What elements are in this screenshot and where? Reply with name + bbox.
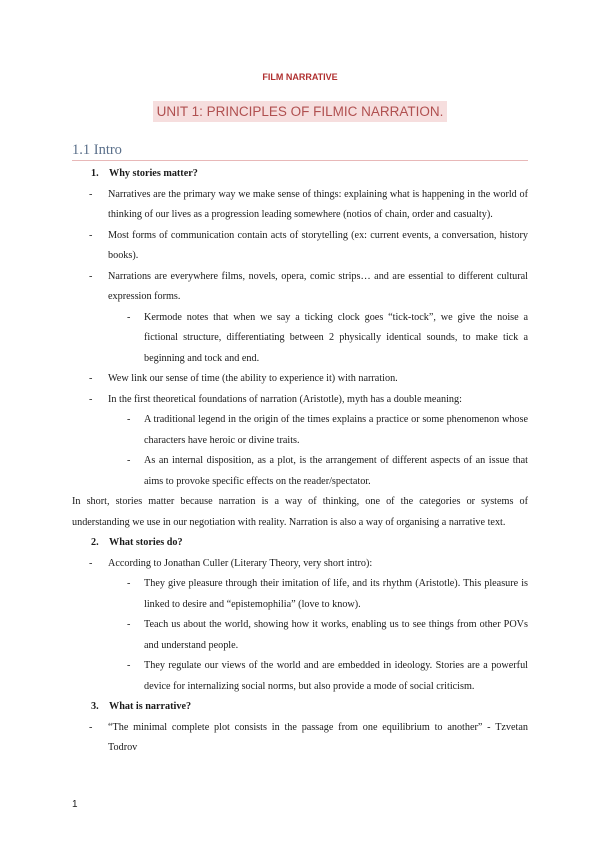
list-item [72,369,528,390]
list-item [72,554,528,575]
numbered-heading [72,164,528,185]
list-item-text: A traditional legend in the origin of the times explains a practice or some phenomenon whose characters have heroic or divine traits. [144,414,528,446]
list-item [72,185,528,226]
list-item [72,718,528,759]
sub-list-item [72,308,528,370]
list-item-text: In the first theoretical foundations of narration (Aristotle), myth has a double meaning: [108,393,462,405]
heading-number: 1. [91,168,99,179]
list-item-text: Narratives are the primary way we make sense of things: explaining what is happening in the world of thinking of our lives as a progression leading somewhere (notios of chain, order and casualty). [108,188,528,220]
unit-title: UNIT 1: PRINCIPLES OF FILMIC NARRATION. [153,101,448,122]
sub-list-item [72,615,528,656]
heading-text: What stories do? [109,537,183,548]
sub-list-item [72,410,528,451]
sub-list-item [72,574,528,615]
list-item [72,267,528,308]
bullet-dash: - [127,660,131,671]
heading-text: What is narrative? [109,701,192,712]
unit-title-wrapper [0,101,600,122]
summary-paragraph: In short, stories matter because narration is a way of thinking, one of the categories or systems of understanding we use in our negotiation with reality. Narration is also a way of organising a narrative text. [72,496,528,528]
heading-number: 2. [91,537,99,548]
bullet-dash: - [89,557,93,569]
bullet-dash: - [89,270,93,282]
sub-list-item [72,656,528,697]
list-item-text: As an internal disposition, as a plot, is the arrangement of different aspects of an issue that aims to provoke specific effects on the reader/spectator. [144,455,528,487]
bullet-dash: - [89,188,93,200]
page-number: 1 [72,799,78,810]
list-item-text: Wew link our sense of time (the ability to experience it) with narration. [108,373,398,384]
list-item-text: “The minimal complete plot consists in the passage from one equilibrium to another” - Tzvetan Todrov [108,721,528,753]
list-item-text: Kermode notes that when we say a ticking clock goes “tick-tock”, we give the noise a fictional structure, differentiating between 2 physically identical sounds, to make tick a beginning and tock and end. [144,311,528,364]
list-item-text: According to Jonathan Culler (Literary Theory, very short intro): [108,557,373,569]
bullet-dash: - [127,578,131,589]
heading-text: Why stories matter? [109,168,198,179]
bullet-dash: - [127,311,131,323]
bullet-dash: - [127,455,131,466]
document-title: FILM NARRATIVE [262,72,338,82]
list-item-text: Most forms of communication contain acts of storytelling (ex: current events, a conversation, history books). [108,229,528,261]
list-item [72,390,528,411]
document-body [72,164,528,759]
bullet-dash: - [89,373,93,384]
sub-list-item [72,451,528,492]
numbered-heading [72,533,528,554]
list-item-text: Narrations are everywhere films, novels, opera, comic strips… and are essential to different cultural expression forms. [108,270,528,302]
numbered-heading [72,697,528,718]
list-item [72,226,528,267]
list-item-text: They regulate our views of the world and are embedded in ideology. Stories are a powerful device for internalizing social norms, but also provide a mode of social criticism. [144,660,528,692]
list-item-text: Teach us about the world, showing how it works, enabling us to see things from other POVs and understand people. [144,619,528,651]
bullet-dash: - [127,414,131,425]
bullet-dash: - [127,619,131,630]
bullet-dash: - [89,393,93,405]
heading-number: 3. [91,701,99,712]
bullet-dash: - [89,229,93,241]
bullet-dash: - [89,721,93,733]
section-heading: 1.1 Intro [72,142,528,161]
list-item-text: They give pleasure through their imitation of life, and its rhythm (Aristotle). This pleasure is linked to desire and “epistemophilia” (love to know). [144,578,528,610]
